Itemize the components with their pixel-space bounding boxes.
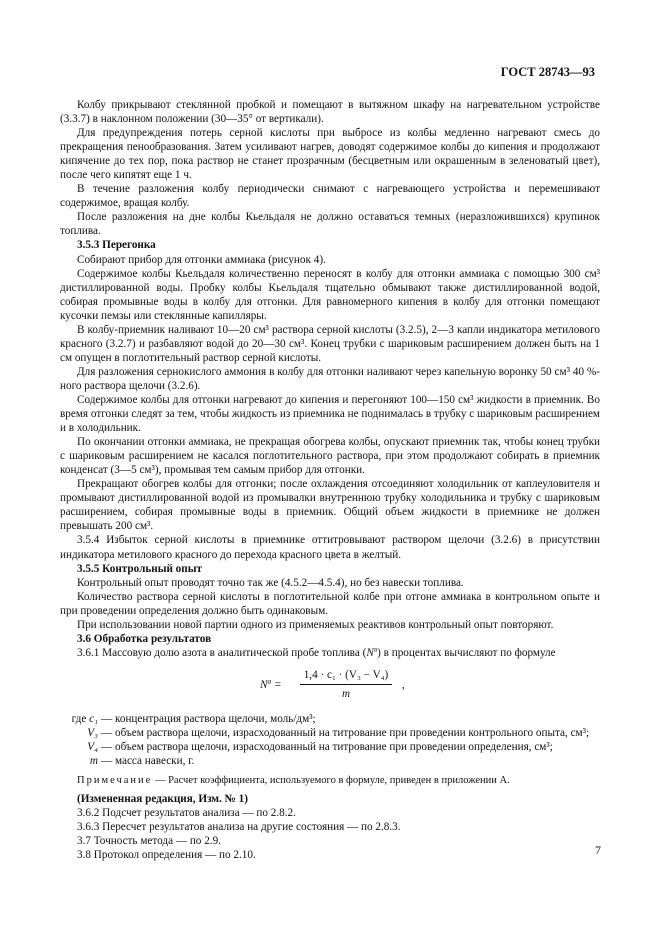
definition-text: — масса навески, г.	[101, 755, 195, 768]
paragraph: Содержимое колбы для отгонки нагревают до кипения и перегоняют 100—150 см³ жидкости в приемник. Во время отгонки следят за тем, чтобы жидкость из приемника не поднималась в трубку с шариковым расширением и в холодильник.	[60, 393, 600, 435]
formula-lhs: $N^a$ =	[260, 676, 282, 691]
symbol-m: m	[89, 755, 98, 768]
definition-symbol	[60, 726, 101, 740]
symbol-v4: V₄	[87, 740, 98, 753]
paragraph-3-6-1	[60, 646, 600, 660]
paragraph: Прекращают обогрев колбы для отгонки; после охлаждения отсоединяют холодильник от каплеуловителя и промывают дистиллированной водой из промывалки внутреннюю трубку холодильника и трубку с шариковым расширением, собирая промывные воды в приемник. Общий объем жидкости в приемнике не должен превышать 200 см³.	[60, 478, 600, 533]
paragraph: При использовании новой партии одного из применяемых реактивов контрольный опыт повторяют.	[77, 618, 554, 631]
definition-symbol	[60, 740, 101, 754]
note-text: — Расчет коэффициента, используемого в формуле, приведен в приложении А.	[154, 775, 510, 787]
definition-row	[60, 740, 600, 754]
section-heading-3-6: 3.6 Обработка результатов	[77, 632, 212, 645]
edition-note: (Измененная редакция, Изм. № 1)	[77, 793, 248, 806]
paragraph-3-8: 3.8 Протокол определения — по 2.10.	[77, 849, 256, 862]
paragraph: В колбу-приемник наливают 10—20 см³ раствора серной кислоты (3.2.5), 2—3 капли индикатора метилового красного (3.2.7) и разбавляют водой до 20—30 см³. Конец трубки с шариковым расширением должен быть на 1 см опущен в поглотительный раствор серной кислоты.	[60, 323, 600, 364]
symbol-c1: c₁	[89, 712, 98, 725]
definition-symbol	[60, 712, 101, 726]
definition-text: — объем раствора щелочи, израсходованный на титрование при проведении определения, см³;	[101, 740, 553, 753]
paragraph: После разложения на дне колбы Кьельдаля не должно оставаться темных (неразложившихся) крупинок топлива.	[60, 211, 600, 238]
page-number: 7	[595, 843, 601, 857]
paragraph: По окончании отгонки аммиака, не прекращая обогрева колбы, опускают приемник так, чтобы конец трубки с шариковым расширением не касался поглотительного раствора, при этом продолжают собирать в приемник конденсат (3—5 см³), промывая тем самым прибор для отгонки.	[60, 436, 600, 477]
page-content	[60, 98, 600, 862]
paragraph: Контрольный опыт проводят точно так же (4.5.2—4.5.4), но без навески топлива.	[77, 576, 464, 589]
paragraph: Количество раствора серной кислоты в поглотительной колбе при отгоне аммиака в контрольном опыте и при проведении определения должно быть одинаковым.	[60, 590, 600, 617]
paragraph: Колбу прикрывают стеклянной пробкой и помещают в вытяжном шкафу на нагревательном устройстве (3.3.7) в наклонном положении (30—35° от вертикали).	[60, 99, 600, 126]
formula-lhs-superscript: a	[267, 676, 272, 686]
definition-text: — концентрация раствора щелочи, моль/дм³;	[101, 712, 316, 725]
formula-fraction	[300, 668, 392, 701]
symbol-v3: V₃	[87, 726, 98, 739]
analytic-superscript: a	[373, 644, 378, 654]
paragraph-3-6-2: 3.6.2 Подсчет результатов анализа — по 2.8.2.	[77, 807, 296, 820]
definition-row	[60, 754, 600, 768]
definition-row	[60, 726, 600, 740]
formula-numerator: 1,4 · c₁ · (V₃ − V₄)	[300, 668, 392, 685]
section-heading-3-5-3: 3.5.3 Перегонка	[77, 239, 156, 252]
formula-lhs-symbol: N	[260, 678, 268, 691]
nitrogen-formula	[260, 668, 600, 702]
intro-text-after: ) в процентах вычисляют по формуле	[377, 646, 556, 659]
paragraph: Для разложения сернокислого аммония в колбу для отгонки наливают через капельную воронку 50 см³ 40 %-ного раствора щелочи (3.2.6).	[60, 365, 600, 392]
definition-symbol	[60, 754, 101, 768]
definition-text: — объем раствора щелочи, израсходованный на титрование при проведении контрольного опыта, см³;	[101, 726, 590, 739]
note	[60, 774, 600, 788]
intro-text-before: 3.6.1 Массовую долю азота в аналитической пробе топлива (	[77, 646, 367, 659]
paragraph: Собирают прибор для отгонки аммиака (рисунок 4).	[77, 253, 326, 266]
nitrogen-symbol: N	[366, 646, 374, 659]
paragraph: В течение разложения колбу периодически снимают с нагревающего устройства и перемешивают содержимое, вращая колбу.	[60, 183, 600, 210]
definition-prefix: где	[71, 712, 87, 725]
formula-denominator: m	[341, 687, 351, 700]
paragraph: Для предупреждения потерь серной кислоты при выбросе из колбы медленно нагревают смесь до прекращения пенообразования. Затем усиливают нагрев, доводят содержимое колбы до кипения и продолжают кипячение до тех пор, пока раствор не станет прозрачным (бесцветным или окрашенным в зеленоватый цвет), после чего кипятят еще 1 ч.	[60, 127, 600, 182]
paragraph: Содержимое колбы Кьельдаля количественно переносят в колбу для отгонки аммиака с помощью 300 см³ дистиллированной воды. Пробку колбы Кьельдаля тщательно обмывают также дистиллированной водой, собирая промывные воды в колбу для отгонки. Для равномерного кипения в колбу для отгонки помещают кусочки пемзы или стеклянные капилляры.	[60, 267, 600, 322]
symbol-definitions	[60, 712, 600, 768]
paragraph-3-7: 3.7 Точность метода — по 2.9.	[77, 835, 221, 848]
paragraph-3-6-3: 3.6.3 Пересчет результатов анализа на другие состояния — по 2.8.3.	[77, 821, 401, 834]
formula-trailing-comma: ,	[402, 678, 405, 691]
definition-row	[60, 712, 600, 726]
standard-header: ГОСТ 28743—93	[500, 65, 595, 79]
paragraph-3-5-4: 3.5.4 Избыток серной кислоты в приемнике оттитровывают раствором щелочи (3.2.6) в присутствии индикатора метилового красного до перехода красного цвета в желтый.	[60, 534, 600, 561]
section-heading-3-5-5: 3.5.5 Контрольный опыт	[77, 562, 202, 575]
note-label: Примечание	[77, 775, 153, 787]
